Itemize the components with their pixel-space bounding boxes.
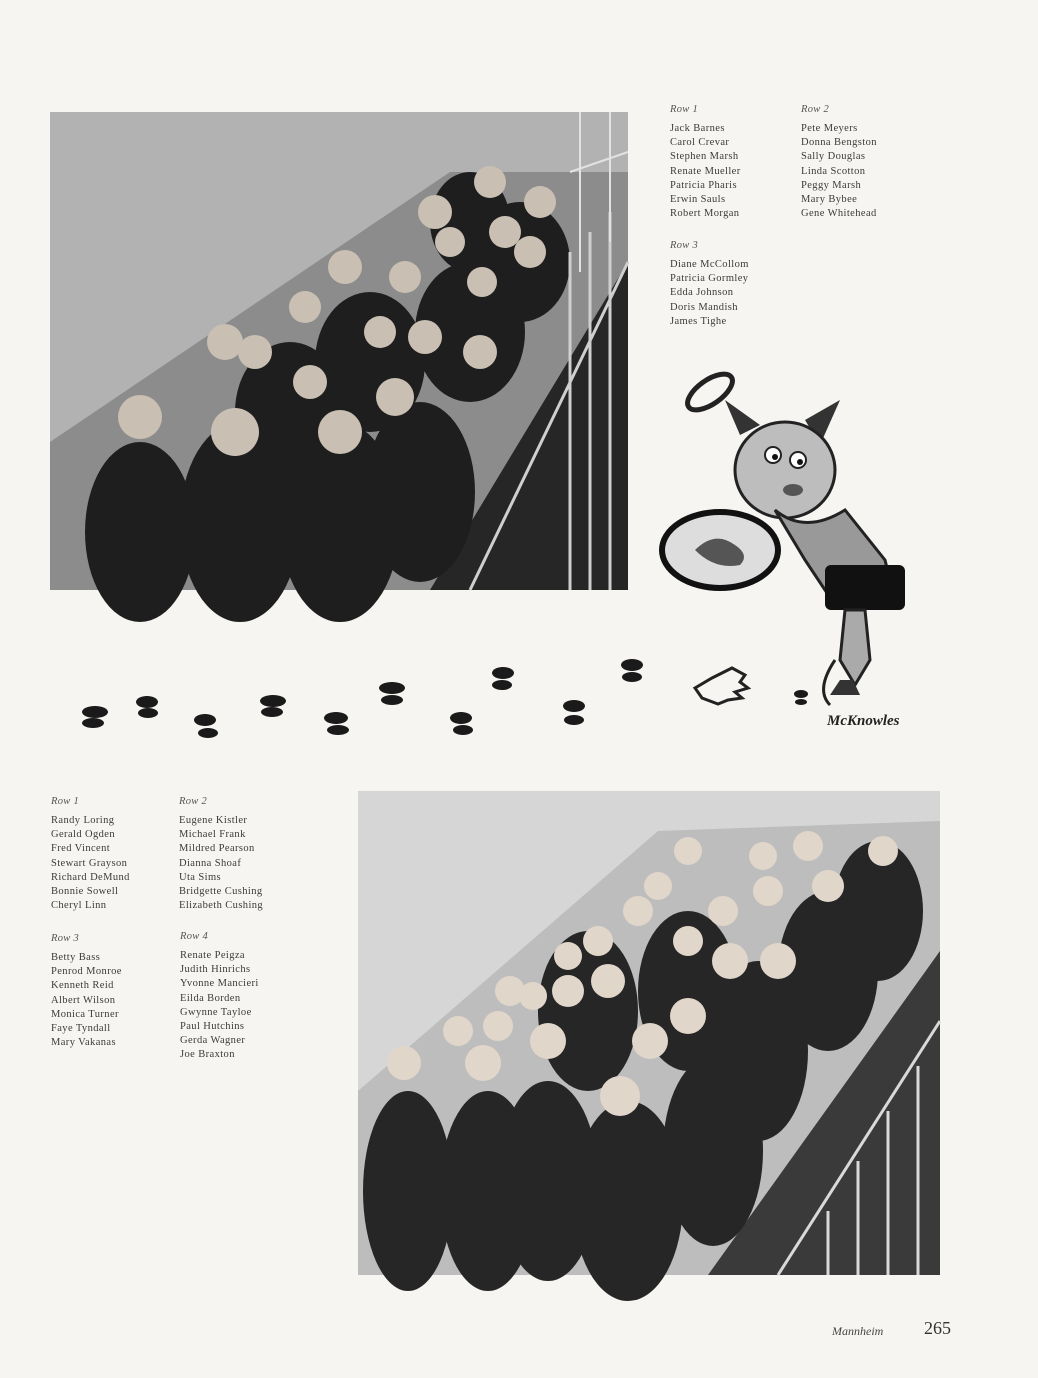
student-name: James Tighe bbox=[670, 315, 727, 327]
footprint-icon bbox=[492, 667, 514, 690]
student-name: Sally Douglas bbox=[801, 151, 866, 163]
student-name: Gerald Ogden bbox=[51, 829, 115, 841]
footprint-icon bbox=[82, 706, 108, 728]
student-name: Linda Scotton bbox=[801, 165, 866, 177]
student-name: Randy Loring bbox=[51, 815, 115, 826]
footprint-icon bbox=[563, 700, 585, 725]
top-row-2-block bbox=[801, 104, 877, 221]
student-name: Betty Bass bbox=[51, 952, 101, 963]
row-label: Row 2 bbox=[801, 104, 830, 115]
student-name: Erwin Sauls bbox=[670, 194, 726, 206]
student-name: Fred Vincent bbox=[51, 843, 111, 855]
footprint-icon bbox=[450, 712, 473, 735]
student-name: Dianna Shoaf bbox=[179, 857, 242, 869]
student-name: Eugene Kistler bbox=[179, 815, 248, 826]
name-list bbox=[179, 814, 263, 913]
row-label: Row 2 bbox=[179, 796, 208, 807]
student-name: Diane McCollom bbox=[670, 259, 749, 270]
student-name: Doris Mandish bbox=[670, 301, 738, 313]
student-name: Paul Hutchins bbox=[180, 1021, 245, 1033]
row-label: Row 1 bbox=[670, 104, 699, 115]
student-name: Judith Hinrichs bbox=[180, 964, 251, 976]
stairwell-scene-bottom bbox=[358, 791, 940, 1275]
student-name: Peggy Marsh bbox=[801, 179, 862, 191]
student-name: Richard DeMund bbox=[51, 871, 130, 883]
footprint-icon bbox=[794, 690, 808, 705]
student-name: Monica Turner bbox=[51, 1008, 119, 1020]
student-name: Cheryl Linn bbox=[51, 900, 107, 912]
student-name: Eilda Borden bbox=[180, 992, 241, 1004]
student-name: Gwynne Tayloe bbox=[180, 1006, 252, 1018]
class-photo-top bbox=[50, 112, 628, 590]
footprint-icon bbox=[621, 659, 643, 682]
footprint-icon bbox=[260, 695, 286, 717]
student-name: Penrod Monroe bbox=[51, 966, 122, 978]
student-name: Gene Whitehead bbox=[801, 208, 877, 220]
footprint-icon bbox=[379, 682, 405, 705]
student-name: Joe Braxton bbox=[180, 1049, 235, 1061]
student-name: Kenneth Reid bbox=[51, 980, 114, 992]
name-list bbox=[801, 122, 877, 221]
student-name: Patricia Gormley bbox=[670, 273, 749, 285]
student-name: Faye Tyndall bbox=[51, 1023, 111, 1035]
student-name: Mildred Pearson bbox=[179, 843, 255, 855]
name-list bbox=[51, 814, 130, 913]
footer-section-name: Mannheim bbox=[832, 1324, 884, 1338]
stairwell-scene-top bbox=[50, 112, 628, 590]
row-label: Row 1 bbox=[51, 796, 80, 807]
student-name: Bonnie Sowell bbox=[51, 886, 119, 898]
student-name: Carol Crevar bbox=[670, 137, 730, 149]
student-name: Pete Meyers bbox=[801, 123, 858, 134]
bottom-row-1-block bbox=[51, 796, 130, 913]
student-name: Robert Morgan bbox=[670, 208, 740, 220]
footprint-icon bbox=[194, 714, 218, 738]
name-list bbox=[670, 122, 741, 221]
student-name: Mary Bybee bbox=[801, 194, 858, 206]
student-name: Bridgette Cushing bbox=[179, 886, 263, 898]
student-name: Stewart Grayson bbox=[51, 857, 128, 869]
top-row-3-block bbox=[670, 240, 749, 329]
student-name: Uta Sims bbox=[179, 871, 221, 883]
student-name: Stephen Marsh bbox=[670, 151, 739, 163]
student-name: Albert Wilson bbox=[51, 994, 116, 1006]
bottom-row-2-block bbox=[179, 796, 263, 913]
bottom-row-3-block bbox=[51, 933, 122, 1050]
row-label: Row 4 bbox=[180, 931, 209, 942]
name-list bbox=[180, 949, 259, 1063]
footprints-trail bbox=[0, 640, 820, 760]
student-name: Patricia Pharis bbox=[670, 179, 737, 191]
artist-signature: McKnowles bbox=[827, 713, 900, 729]
name-list bbox=[670, 258, 749, 329]
student-name: Yvonne Mancieri bbox=[180, 978, 259, 990]
student-name: Donna Bengston bbox=[801, 137, 877, 149]
footprint-icon bbox=[136, 696, 158, 718]
top-row-1-block bbox=[670, 104, 741, 221]
class-photo-bottom bbox=[358, 791, 940, 1275]
bottom-row-4-block bbox=[180, 931, 259, 1063]
student-name: Gerda Wagner bbox=[180, 1035, 246, 1047]
row-label: Row 3 bbox=[670, 240, 699, 251]
student-name: Mary Vakanas bbox=[51, 1037, 116, 1049]
student-name: Renate Mueller bbox=[670, 165, 741, 177]
page-number: 265 bbox=[924, 1318, 951, 1338]
student-name: Elizabeth Cushing bbox=[179, 900, 264, 912]
name-list bbox=[51, 951, 122, 1050]
student-name: Michael Frank bbox=[179, 829, 246, 841]
row-label: Row 3 bbox=[51, 933, 80, 944]
footprint-icon bbox=[324, 712, 349, 735]
handprint-icon bbox=[695, 668, 748, 704]
student-name: Edda Johnson bbox=[670, 287, 734, 299]
student-name: Jack Barnes bbox=[670, 123, 725, 134]
student-name: Renate Peigza bbox=[180, 950, 245, 961]
